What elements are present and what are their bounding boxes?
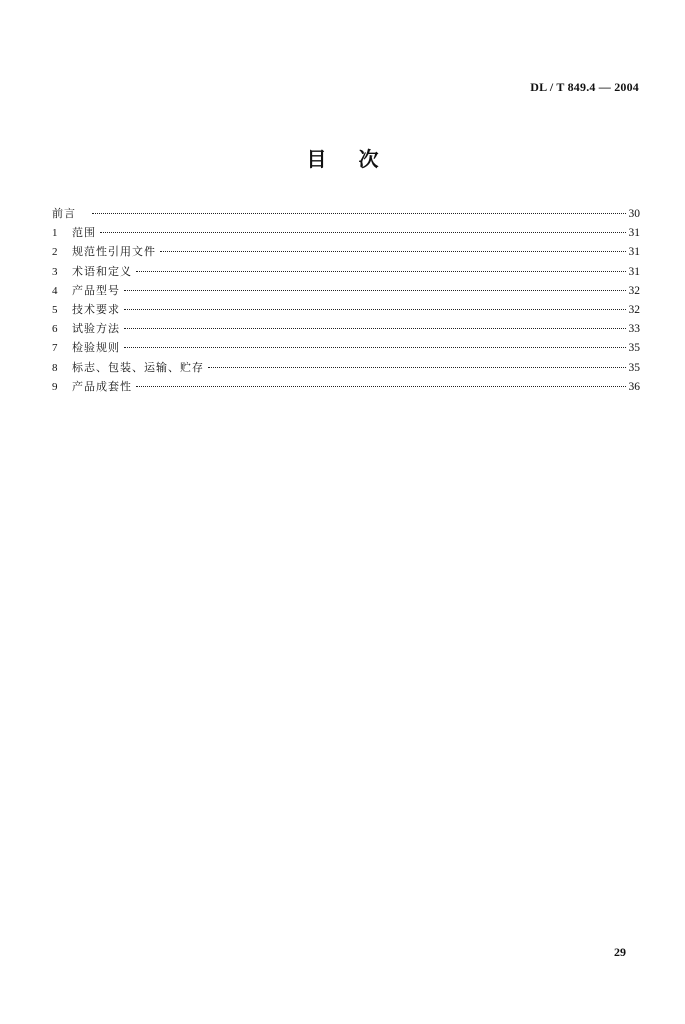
toc-entry-page: 30 — [628, 208, 640, 220]
toc-entry-page: 32 — [628, 284, 640, 297]
toc-dot-leader — [208, 367, 626, 368]
toc-entry-label: 标志、包装、运输、贮存 — [72, 360, 204, 374]
toc-entry-label: 产品型号 — [72, 283, 120, 297]
toc-entry-label: 技术要求 — [72, 302, 120, 316]
toc-entry-page: 35 — [628, 342, 640, 355]
toc-entry-normative-references — [52, 242, 640, 261]
toc-entry-page: 31 — [628, 246, 640, 259]
toc-entry-label: 术语和定义 — [72, 264, 132, 278]
toc-dot-leader — [92, 213, 626, 214]
toc-dot-leader — [160, 251, 626, 252]
toc-entry-page: 35 — [628, 361, 640, 374]
toc-entry-number: 8 — [52, 361, 58, 374]
toc-entry-product-completeness — [52, 377, 640, 396]
toc-entry-label: 检验规则 — [72, 341, 120, 355]
toc-entry-foreword — [52, 204, 640, 223]
toc-entry-number: 7 — [52, 342, 58, 355]
toc-entry-label: 范围 — [72, 226, 96, 240]
toc-entry-test-methods — [52, 319, 640, 338]
toc-entry-number: 4 — [52, 284, 58, 297]
toc-entry-inspection-rules — [52, 338, 640, 357]
toc-dot-leader — [136, 386, 626, 387]
toc-entry-number: 2 — [52, 246, 58, 259]
toc-entry-technical-requirements — [52, 300, 640, 319]
toc-dot-leader — [124, 347, 626, 348]
toc-entry-terms-definitions — [52, 262, 640, 281]
toc-entry-number: 3 — [52, 265, 58, 278]
toc-list — [52, 204, 640, 396]
toc-entry-page: 36 — [628, 380, 640, 393]
toc-entry-number: 6 — [52, 323, 58, 336]
toc-entry-marking-packaging — [52, 358, 640, 377]
toc-entry-product-model — [52, 281, 640, 300]
toc-dot-leader — [136, 271, 626, 272]
toc-entry-number: 5 — [52, 303, 58, 316]
toc-entry-scope — [52, 223, 640, 242]
standard-code-header: DL / T 849.4 — 2004 — [530, 80, 639, 94]
toc-entry-page: 31 — [628, 227, 640, 240]
toc-dot-leader — [124, 309, 626, 310]
toc-entry-label: 产品成套性 — [72, 379, 132, 393]
toc-entry-number: 9 — [52, 380, 58, 393]
toc-entry-number: 1 — [52, 227, 58, 240]
toc-entry-label: 前言 — [52, 207, 76, 220]
toc-dot-leader — [100, 232, 626, 233]
toc-entry-label: 规范性引用文件 — [72, 245, 156, 259]
toc-entry-page: 31 — [628, 265, 640, 278]
toc-entry-page: 32 — [628, 303, 640, 316]
toc-dot-leader — [124, 290, 626, 291]
page-number: 29 — [614, 945, 626, 959]
toc-title: 目次 — [306, 147, 411, 171]
toc-entry-page: 33 — [628, 323, 640, 336]
toc-dot-leader — [124, 328, 626, 329]
toc-entry-label: 试验方法 — [72, 322, 120, 336]
